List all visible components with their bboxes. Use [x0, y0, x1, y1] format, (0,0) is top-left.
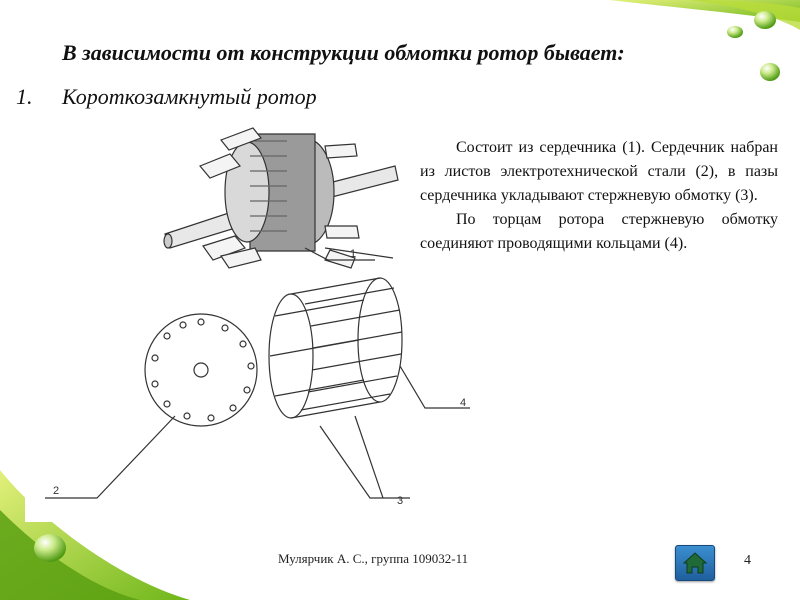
leader-line-3a: [320, 426, 410, 498]
home-icon: [676, 546, 714, 580]
home-button[interactable]: [675, 545, 715, 581]
figure-label-4: 4: [460, 397, 467, 409]
leader-line-2: [45, 416, 175, 498]
description-text: [420, 136, 778, 256]
droplet-right: [760, 63, 780, 81]
squirrel-cage: [269, 278, 402, 418]
droplet-medium: [727, 26, 743, 38]
figure-label-2: 2: [53, 485, 60, 497]
footer-author: Мулярчик А. С., группа 109032-11: [278, 551, 469, 566]
leader-line-3b: [355, 416, 383, 498]
description-paragraph-1: Состоит из сердечника (1). Сердечник набран из листов электротехнической стали (2), в пазы сердечника укладывают стержневую обмотку (3).: [420, 139, 778, 204]
slide-heading: В зависимости от конструкции обмотки ротор бывает:: [62, 40, 625, 65]
list-number: 1.: [16, 84, 33, 109]
figure-label-3: 3: [397, 495, 404, 507]
page-number: 4: [744, 553, 751, 568]
droplet-large: [754, 11, 776, 29]
figure-label-1: 1: [350, 248, 357, 260]
list-item-title: Короткозамкнутый ротор: [62, 84, 317, 109]
description-paragraph-2: По торцам ротора стержневую обмотку соединяют проводящими кольцами (4).: [420, 211, 778, 252]
droplet-bottom-left: [34, 534, 66, 562]
